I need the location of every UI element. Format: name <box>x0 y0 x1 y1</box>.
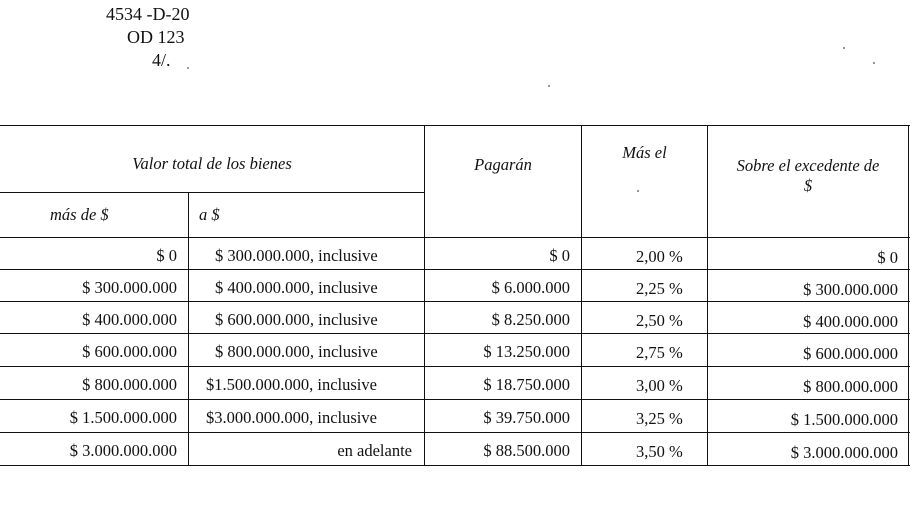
scan-speck <box>873 62 875 64</box>
cell-pagaran: $ 13.250.000 <box>483 342 570 361</box>
cell-mas-de: $ 600.000.000 <box>82 342 177 361</box>
page-number: 4/. <box>152 50 171 70</box>
header-bottom-line <box>0 237 910 238</box>
header-sobre-excedente-unit: $ <box>803 176 813 195</box>
cell-pagaran: $ 88.500.000 <box>483 441 570 460</box>
cell-sobre: $ 1.500.000.000 <box>790 410 898 429</box>
cell-mas-el: 2,25 % <box>636 279 683 298</box>
cell-a: $ 800.000.000, inclusive <box>215 342 378 361</box>
cell-mas-el: 2,00 % <box>636 247 683 266</box>
table-border-bottom <box>0 465 910 466</box>
cell-sobre: $ 3.000.000.000 <box>790 443 898 462</box>
cell-mas-el: 3,50 % <box>636 442 683 461</box>
table-border-top <box>0 125 910 126</box>
cell-mas-de: $ 400.000.000 <box>82 310 177 329</box>
file-number: 4534 -D-20 <box>106 4 190 24</box>
tax-rate-table <box>0 125 910 466</box>
row-line <box>0 366 910 367</box>
cell-sobre: $ 800.000.000 <box>803 377 898 396</box>
column-line <box>581 125 582 466</box>
header-mas-de: más de $ <box>50 205 109 224</box>
cell-mas-de: $ 300.000.000 <box>82 278 177 297</box>
cell-sobre: $ 600.000.000 <box>803 344 898 363</box>
cell-mas-el: 3,00 % <box>636 376 683 395</box>
row-line <box>0 269 910 270</box>
cell-a: $1.500.000.000, inclusive <box>206 375 377 394</box>
scan-speck <box>548 85 550 87</box>
cell-mas-el: 2,75 % <box>636 343 683 362</box>
cell-a: $ 400.000.000, inclusive <box>215 278 378 297</box>
cell-a: $3.000.000.000, inclusive <box>206 408 377 427</box>
order-reference: OD 123 <box>127 27 185 47</box>
header-mas-el: Más el <box>622 143 667 162</box>
cell-sobre: $ 400.000.000 <box>803 312 898 331</box>
cell-mas-el: 2,50 % <box>636 311 683 330</box>
header-valor-total: Valor total de los bienes <box>132 154 292 173</box>
row-line <box>0 333 910 334</box>
header-sobre-excedente: Sobre el excedente de <box>736 156 880 175</box>
cell-pagaran: $ 0 <box>549 246 570 265</box>
cell-mas-de: $ 1.500.000.000 <box>69 408 177 427</box>
cell-sobre: $ 300.000.000 <box>803 280 898 299</box>
cell-pagaran: $ 6.000.000 <box>491 278 570 297</box>
header-pagaran: Pagarán <box>474 155 532 174</box>
table-border-right <box>908 125 909 466</box>
row-line <box>0 432 910 433</box>
scan-speck <box>187 67 189 69</box>
cell-mas-de: $ 0 <box>156 246 177 265</box>
cell-sobre: $ 0 <box>877 248 898 267</box>
header-divider-line <box>0 192 424 193</box>
cell-pagaran: $ 8.250.000 <box>491 310 570 329</box>
cell-mas-el: 3,25 % <box>636 409 683 428</box>
scan-speck <box>843 47 845 49</box>
cell-a: en adelante <box>337 441 412 460</box>
cell-mas-de: $ 800.000.000 <box>82 375 177 394</box>
cell-a: $ 600.000.000, inclusive <box>215 310 378 329</box>
column-line <box>188 192 189 466</box>
cell-mas-de: $ 3.000.000.000 <box>69 441 177 460</box>
cell-pagaran: $ 39.750.000 <box>483 408 570 427</box>
cell-a: $ 300.000.000, inclusive <box>215 246 378 265</box>
cell-pagaran: $ 18.750.000 <box>483 375 570 394</box>
row-line <box>0 301 910 302</box>
header-a: a $ <box>199 205 220 224</box>
row-line <box>0 399 910 400</box>
